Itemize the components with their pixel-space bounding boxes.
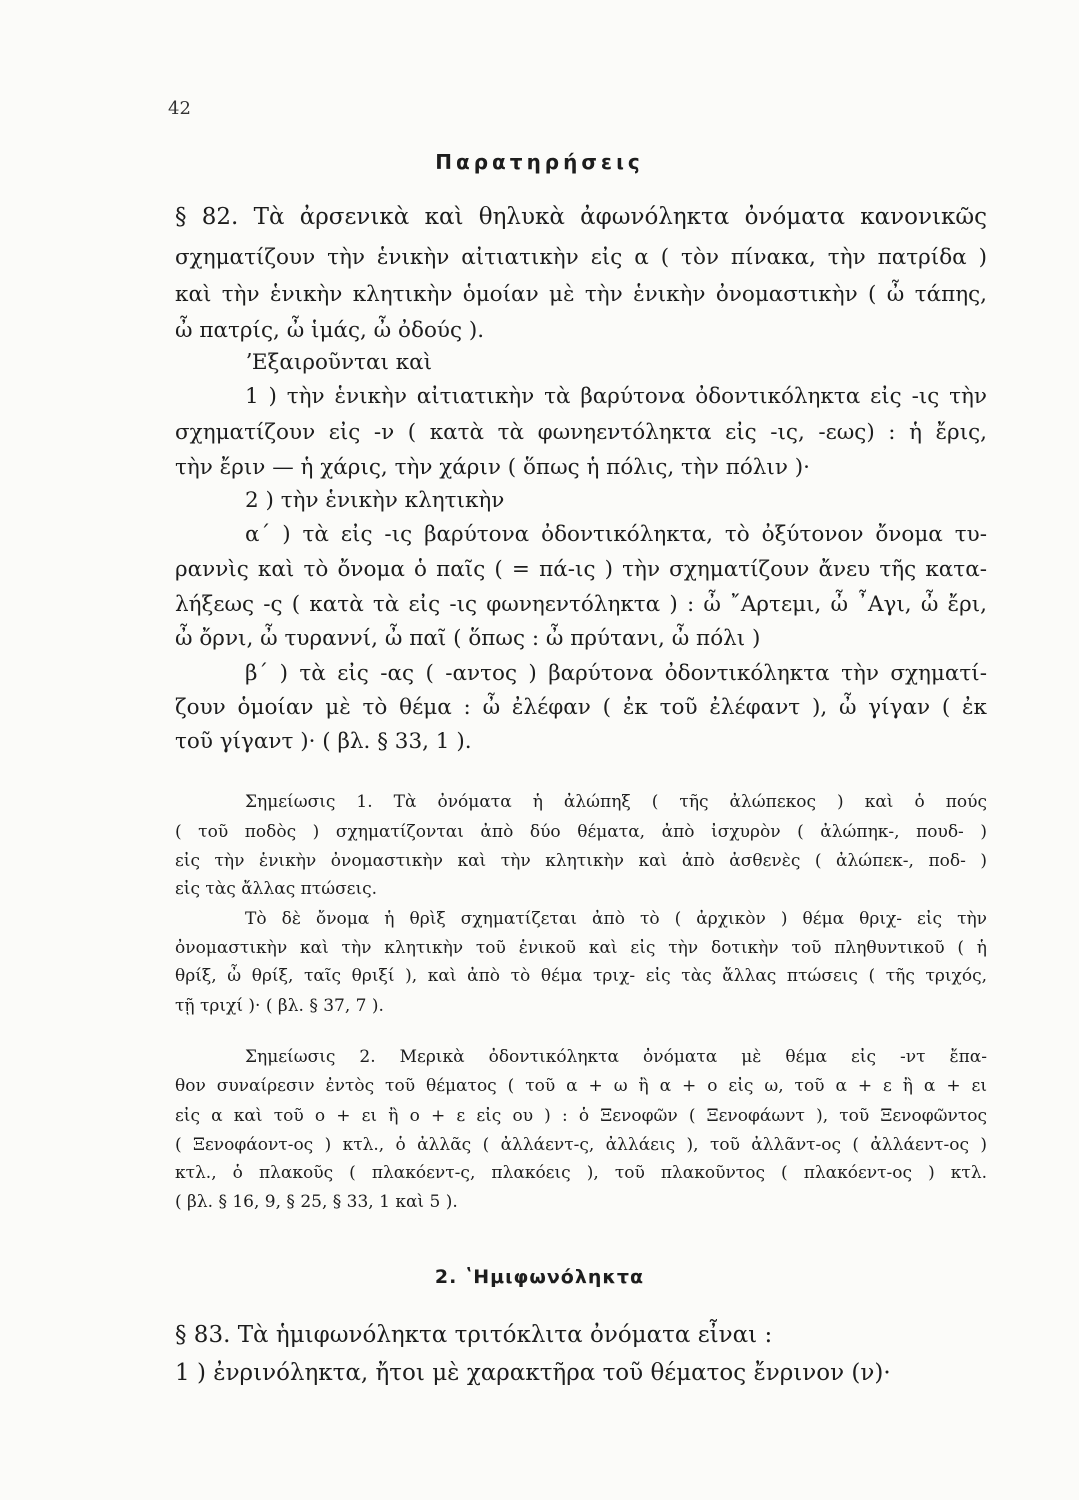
note-2-line: θον συναίρεσιν ἐντὸς τοῦ θέματος ( τοῦ α + ω ἢ α + ο εἰς ω, τοῦ α + ε ἢ α + ει — [175, 1076, 987, 1096]
page-number: 42 — [168, 98, 191, 119]
paragraph-82-line: β΄ ) τὰ εἰς -ας ( -αντος ) βαρύτονα ὀδοντικόληκτα τὴν σχηματί- — [245, 661, 987, 686]
note-1-line: θρίξ, ὦ θρίξ, ταῖς θριξί ), καὶ ἀπὸ τὸ θέμα τριχ- εἰς τὰς ἄλλας πτώσεις ( τῆς τριχός, — [175, 966, 987, 986]
paragraph-82-line: σχηματίζουν εἰς -ν ( κατὰ τὰ φωνηεντόληκτα εἰς -ις, -εως) : ἡ ἔρις, — [175, 420, 987, 445]
paragraph-83-line: § 83. Τὰ ἡμιφωνόληκτα τριτόκλιτα ὀνόματα εἶναι : — [175, 1322, 773, 1348]
paragraph-82-line: 1 ) τὴν ἑνικὴν αἰτιατικὴν τὰ βαρύτονα ὀδοντικόληκτα εἰς -ις τὴν — [245, 384, 987, 409]
note-1-line: ( τοῦ ποδὸς ) σχηματίζονται ἀπὸ δύο θέματα, ἀπὸ ἰσχυρὸν ( ἀλώπηκ-, πουδ- ) — [175, 822, 987, 842]
note-2-line: ( βλ. § 16, 9, § 25, § 33, 1 καὶ 5 ). — [175, 1192, 458, 1212]
paragraph-82-line: σχηματίζουν τὴν ἑνικὴν αἰτιατικὴν εἰς α ( τὸν πίνακα, τὴν πατρίδα ) — [175, 245, 987, 270]
paragraph-82-line: τοῦ γίγαντ )· ( βλ. § 33, 1 ). — [175, 729, 472, 754]
paragraph-82-line: ζουν ὁμοίαν μὲ τὸ θέμα : ὦ ἐλέφαν ( ἐκ τοῦ ἐλέφαντ ), ὦ γίγαν ( ἐκ — [175, 695, 987, 720]
paragraph-82-line: ραννὶς καὶ τὸ ὄνομα ὁ παῖς ( = πά-ις ) τὴν σχηματίζουν ἄνευ τῆς κατα- — [175, 557, 987, 582]
note-1-line: Σημείωσις 1. Τὰ ὀνόματα ἡ ἀλώπηξ ( τῆς ἀλώπεκος ) καὶ ὁ πούς — [245, 792, 987, 812]
paragraph-83-line: 1 ) ἐνρινόληκτα, ἤτοι μὲ χαρακτῆρα τοῦ θέματος ἔνρινον (ν)· — [175, 1360, 891, 1386]
paragraph-82-line: ʼΕξαιροῦνται καὶ — [245, 350, 433, 375]
note-2-line: ( Ξενοφάοντ-ος ) κτλ., ὁ ἀλλᾶς ( ἀλλάεντ-ς, ἀλλάεις ), τοῦ ἀλλᾶντ-ος ( ἀλλάεντ-ος ) — [175, 1135, 987, 1155]
note-1-line: ὀνομαστικὴν καὶ τὴν κλητικὴν τοῦ ἑνικοῦ καὶ εἰς τὴν δοτικὴν τοῦ πληθυντικοῦ ( ἡ — [175, 938, 987, 958]
note-1-line: τῇ τριχί )· ( βλ. § 37, 7 ). — [175, 996, 384, 1016]
subsection-title: 2. ʽΗμιφωνόληκτα — [434, 1266, 645, 1288]
note-2-line: Σημείωσις 2. Μερικὰ ὀδοντικόληκτα ὀνόματα μὲ θέμα εἰς -ντ ἔπα- — [245, 1047, 987, 1067]
paragraph-82-line: καὶ τὴν ἑνικὴν κλητικὴν ὁμοίαν μὲ τὴν ἑνικὴν ὀνομαστικὴν ( ὦ τάπης, — [175, 282, 987, 307]
paragraph-82-line: α΄ ) τὰ εἰς -ις βαρύτονα ὀδοντικόληκτα, τὸ ὀξύτονον ὄνομα τυ- — [245, 522, 987, 547]
note-2-line: κτλ., ὁ πλακοῦς ( πλακόεντ-ς, πλακόεις ), τοῦ πλακοῦντος ( πλακόεντ-ος ) κτλ. — [175, 1163, 987, 1183]
paragraph-82-line: τὴν ἔριν — ἡ χάρις, τὴν χάριν ( ὅπως ἡ πόλις, τὴν πόλιν )· — [175, 455, 810, 480]
note-2-line: εἰς α καὶ τοῦ ο + ει ἢ ο + ε εἰς ου ) : ὁ Ξενοφῶν ( Ξενοφάωντ ), τοῦ Ξενοφῶντος — [175, 1106, 987, 1126]
paragraph-82-line: λήξεως -ς ( κατὰ τὰ εἰς -ις φωνηεντόληκτα ) : ὦ ῎Αρτεμι, ὦ ῏Αγι, ὦ ἔρι, — [175, 592, 987, 617]
paragraph-82-line: § 82. Τὰ ἀρσενικὰ καὶ θηλυκὰ ἀφωνόληκτα ὀνόματα κανονικῶς — [175, 204, 987, 230]
paragraph-82-line: ὦ ὄρνι, ὦ τυραννί, ὦ παῖ ( ὅπως : ὦ πρύτανι, ὦ πόλι ) — [175, 626, 761, 651]
section-title: Παρατηρήσεις — [435, 150, 644, 174]
paragraph-82-line: ὦ πατρίς, ὦ ἱμάς, ὦ ὀδούς ). — [175, 318, 485, 343]
note-1-line: εἰς τὴν ἑνικὴν ὀνομαστικὴν καὶ τὴν κλητικὴν καὶ ἀπὸ ἀσθενὲς ( ἀλώπεκ-, ποδ- ) — [175, 851, 987, 871]
paragraph-82-line: 2 ) τὴν ἑνικὴν κλητικὴν — [245, 488, 505, 513]
note-1-line: Τὸ δὲ ὄνομα ἡ θρὶξ σχηματίζεται ἀπὸ τὸ ( ἀρχικὸν ) θέμα θριχ- εἰς τὴν — [245, 909, 987, 929]
note-1-line: εἰς τὰς ἄλλας πτώσεις. — [175, 879, 378, 899]
